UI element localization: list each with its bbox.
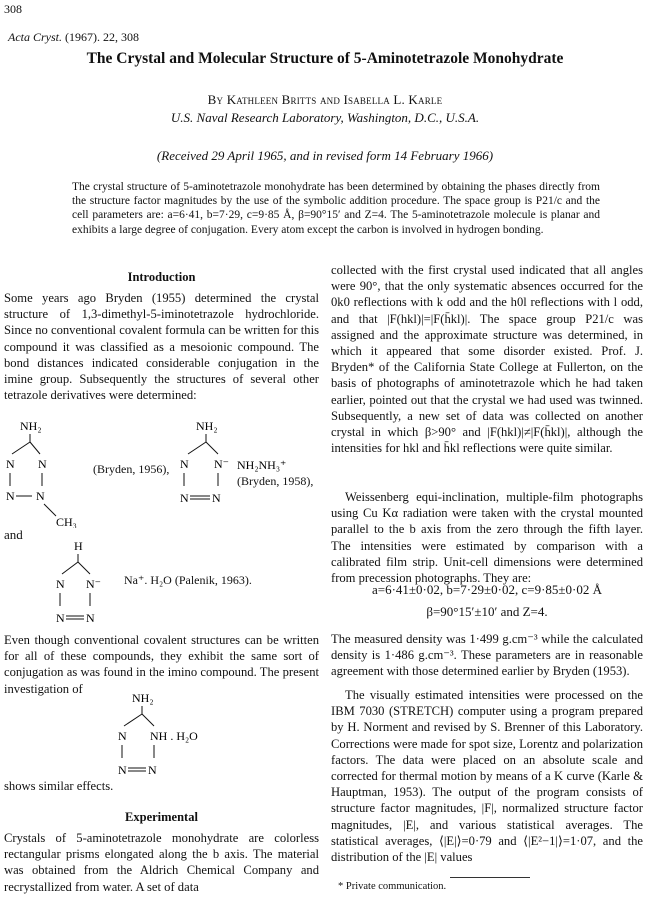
authors: By Kathleen Britts and Isabella L. Karle: [207, 92, 443, 107]
svg-text:NH₂: NH₂: [20, 419, 42, 433]
intro-paragraph-2: Even though conventional covalent structures can be written for all of these compounds, they exhibit the same sort of conjugation as was found in the imino compound. The present investigation of: [4, 633, 319, 696]
right-paragraph-1: collected with the first crystal used indicated that all angles were 90°, that the only systematic absences occurred for the 0k0 reflections with k odd and the h0l reflections with l odd, and that |F(hkl)|=|F(h̄kl)|. The space group P21/c was assigned and the approximate structure was determined, in which it appeared that some disorder existed. Prof. J. Bryden* of the California State College at Fullerton, on the basis of photographs of aminotetrazole which he had taken earlier, pointed out that the crystal we had used was twinned. Subsequently, a new set of data was collected on another crystal in which β>90° and |F(hkl)|≠|F(h̄kl)|, although the intensities for hkl and h̄kl reflections were quite similar.: [331, 263, 643, 456]
ref-bryden-1958: (Bryden, 1958),: [237, 474, 314, 488]
svg-text:NH₂: NH₂: [196, 419, 218, 433]
svg-text:CH₃: CH₃: [56, 515, 77, 528]
abstract: The crystal structure of 5-aminotetrazole monohydrate has been determined by obtaining the phases directly from the structure factor magnitudes by the use of the symbolic addition procedure. The space group is P21/c and the cell parameters are: a=6·41, b=7·29, c=9·85 Å, β=90°15′ and Z=4. The 5-aminotetrazole molecule is planar and exhibits a large degree of conjugation. Every atom except the carbon is involved in hydrogen bonding.: [72, 181, 600, 236]
ref-palenik-1963: Na⁺. H₂O (Palenik, 1963).: [124, 573, 252, 587]
svg-text:N: N: [86, 611, 95, 625]
svg-text:N: N: [6, 457, 15, 471]
svg-text:N: N: [6, 489, 15, 503]
right-paragraph-3: The measured density was 1·499 g.cm⁻³ while the calculated density is 1·486 g.cm⁻³. These parameters are in reasonable agreement with those determined earlier by Bryden (1953).: [331, 632, 643, 679]
and-text: and: [4, 527, 23, 542]
journal-reference: Acta Cryst. (1967). 22, 308: [8, 30, 139, 44]
svg-text:NH₂: NH₂: [132, 691, 154, 705]
beta-z-equation: β=90°15′±10′ and Z=4.: [426, 604, 548, 619]
svg-text:N⁻: N⁻: [214, 457, 229, 471]
cell-parameters-equation: a=6·41±0·02, b=7·29±0·02, c=9·85±0·02 Å: [371, 582, 603, 597]
svg-text:N: N: [118, 763, 127, 777]
svg-text:N: N: [36, 489, 45, 503]
section-heading-introduction: Introduction: [127, 270, 196, 284]
intro-paragraph-1: Some years ago Bryden (1955) determined the crystal structure of 1,3-dimethyl-5-iminotetrazole hydrochloride. Since no conventional covalent formula can be written for this compound it was classified as a mesoionic compound. The bond distances indicated considerable conjugation in the imine group. Subsequently the structures of several other tetrazole derivatives were determined:: [4, 291, 319, 403]
svg-text:N: N: [38, 457, 47, 471]
right-paragraph-4: The visually estimated intensities were processed on the IBM 7030 (STRETCH) computer using a program prepared by H. Norment and revised by S. Brenner of this Laboratory. Corrections were made for spot size, Lorentz and polarization factors. The data were placed on an absolute scale and corrected for thermal motion by means of a K curve (Karle & Hauptman, 1953). The output of the program consists of structure factor magnitudes, |F|, normalized structure factor magnitudes, |E|, and various statistical averages. The statistical averages, ⟨|E|⟩=0·79 and ⟨|E²−1|⟩=1·07, and the distribution of the |E| values: [331, 688, 643, 865]
ref-bryden-1956: (Bryden, 1956),: [93, 462, 170, 476]
svg-text:N: N: [180, 491, 189, 505]
svg-text:NH₂NH₃⁺: NH₂NH₃⁺: [237, 458, 287, 472]
right-paragraph-2: Weissenberg equi-inclination, multiple-film photographs using Cu Kα radiation were taken with the crystal mounted parallel to the b axis from the zero through the fifth layer. The intensities were estimated by comparison with a calibrated film strip. Unit-cell dimensions were determined from precession photographs. They are:: [331, 490, 643, 586]
footnote-rule: [450, 877, 530, 878]
page-number: 308: [4, 2, 22, 16]
footnote: * Private communication.: [338, 881, 447, 892]
section-heading-experimental: Experimental: [125, 810, 198, 824]
svg-text:N: N: [118, 729, 127, 743]
paper-title: The Crystal and Molecular Structure of 5-Aminotetrazole Monohydrate: [86, 50, 564, 67]
svg-text:NH . H₂O: NH . H₂O: [150, 729, 198, 743]
svg-text:N: N: [56, 577, 65, 591]
structure-aminotetrazole: [112, 690, 222, 778]
received-dates: (Received 29 April 1965, and in revised form 14 February 1966): [156, 148, 494, 163]
shows-similar-effects: shows similar effects.: [4, 779, 114, 793]
affiliation: U.S. Naval Research Laboratory, Washington, D.C., U.S.A.: [170, 110, 480, 125]
svg-text:N: N: [212, 491, 221, 505]
svg-text:H: H: [74, 539, 83, 553]
svg-text:N: N: [180, 457, 189, 471]
svg-text:N: N: [56, 611, 65, 625]
svg-text:N: N: [148, 763, 157, 777]
svg-text:N⁻: N⁻: [86, 577, 101, 591]
structure-sodium-tetrazolate: [52, 538, 132, 626]
experimental-paragraph-1: Crystals of 5-aminotetrazole monohydrate are colorless rectangular prisms elongated along the b axis. The material was obtained from the Aldrich Chemical Company and recrystallized from water. A set of data: [4, 831, 319, 894]
structure-tetrazole-hydrazinium: [172, 418, 312, 508]
structure-dimethyl-iminotetrazole: [0, 418, 90, 528]
